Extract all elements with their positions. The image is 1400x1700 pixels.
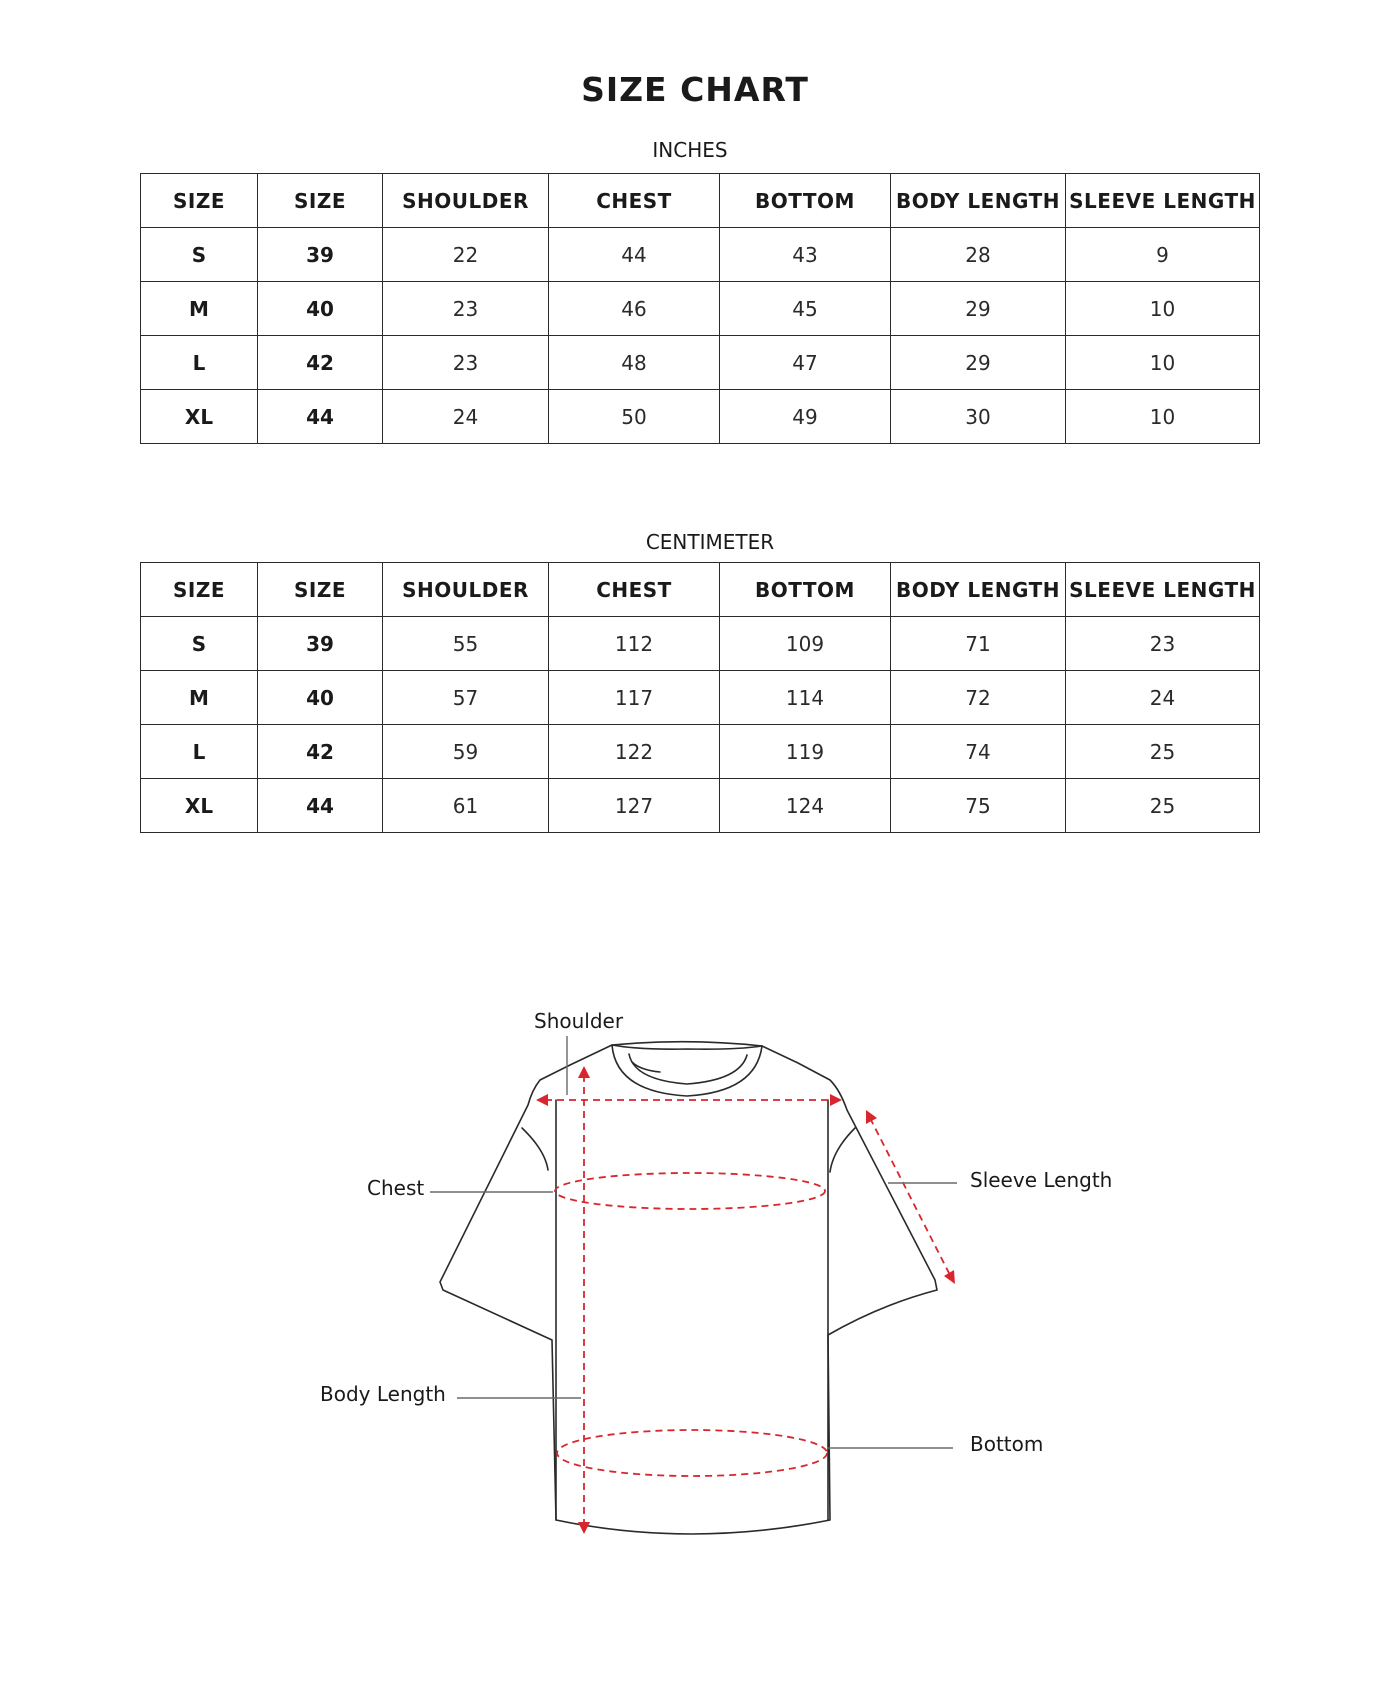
measurement-guides [545, 1075, 950, 1525]
bottom-label: Bottom [970, 1432, 1044, 1456]
column-header: SHOULDER [383, 563, 549, 617]
size-number-cell: 44 [258, 779, 383, 833]
measurement-cell: 43 [720, 228, 891, 282]
measurement-cell: 23 [383, 336, 549, 390]
column-header: BODY LENGTH [891, 563, 1066, 617]
measurement-cell: 23 [1066, 617, 1260, 671]
measurement-cell: 72 [891, 671, 1066, 725]
sleeve-length-label: Sleeve Length [970, 1168, 1113, 1192]
size-letter-cell: L [141, 725, 258, 779]
measurement-cell: 122 [549, 725, 720, 779]
column-header: SIZE [141, 563, 258, 617]
size-number-cell: 39 [258, 228, 383, 282]
shoulder-arrow-left [536, 1094, 548, 1106]
measurement-cell: 117 [549, 671, 720, 725]
shoulder-label: Shoulder [534, 1009, 624, 1033]
page-title: SIZE CHART [581, 70, 809, 109]
measurement-cell: 59 [383, 725, 549, 779]
column-header: SLEEVE LENGTH [1066, 174, 1260, 228]
size-letter-cell: L [141, 336, 258, 390]
column-header: SIZE [141, 174, 258, 228]
size-letter-cell: M [141, 282, 258, 336]
column-header: CHEST [549, 563, 720, 617]
measurement-cell: 124 [720, 779, 891, 833]
size-number-cell: 42 [258, 725, 383, 779]
measurement-cell: 47 [720, 336, 891, 390]
size-letter-cell: S [141, 617, 258, 671]
column-header: SLEEVE LENGTH [1066, 563, 1260, 617]
body-length-label: Body Length [320, 1382, 446, 1406]
leader-lines [430, 1036, 957, 1448]
body-length-arrow-bottom [578, 1522, 590, 1534]
measurement-cell: 10 [1066, 282, 1260, 336]
column-header: CHEST [549, 174, 720, 228]
measurement-cell: 25 [1066, 725, 1260, 779]
measurement-cell: 48 [549, 336, 720, 390]
chest-measure-ellipse [555, 1173, 825, 1209]
measurement-cell: 49 [720, 390, 891, 444]
size-number-cell: 40 [258, 671, 383, 725]
sleeve-length-measure-line [870, 1118, 950, 1275]
size-number-cell: 44 [258, 390, 383, 444]
measurement-cell: 28 [891, 228, 1066, 282]
measurement-cell: 25 [1066, 779, 1260, 833]
bottom-measure-ellipse [557, 1430, 827, 1476]
measurement-cell: 109 [720, 617, 891, 671]
column-header: BOTTOM [720, 174, 891, 228]
measurement-cell: 50 [549, 390, 720, 444]
measurement-cell: 23 [383, 282, 549, 336]
measurement-cell: 127 [549, 779, 720, 833]
size-letter-cell: S [141, 228, 258, 282]
measurement-cell: 55 [383, 617, 549, 671]
size-letter-cell: XL [141, 390, 258, 444]
measurement-cell: 22 [383, 228, 549, 282]
measurement-cell: 10 [1066, 390, 1260, 444]
measurement-cell: 119 [720, 725, 891, 779]
measurement-cell: 29 [891, 282, 1066, 336]
measurement-cell: 45 [720, 282, 891, 336]
measurement-cell: 9 [1066, 228, 1260, 282]
column-header: SIZE [258, 174, 383, 228]
size-number-cell: 39 [258, 617, 383, 671]
size-letter-cell: M [141, 671, 258, 725]
measurement-cell: 112 [549, 617, 720, 671]
measurement-cell: 74 [891, 725, 1066, 779]
body-length-arrow-top [578, 1066, 590, 1078]
measurement-cell: 24 [383, 390, 549, 444]
measurement-cell: 114 [720, 671, 891, 725]
measurement-cell: 30 [891, 390, 1066, 444]
measurement-cell: 61 [383, 779, 549, 833]
chest-label: Chest [367, 1176, 425, 1200]
size-letter-cell: XL [141, 779, 258, 833]
measurement-cell: 57 [383, 671, 549, 725]
column-header: BODY LENGTH [891, 174, 1066, 228]
measurement-cell: 44 [549, 228, 720, 282]
column-header: BOTTOM [720, 563, 891, 617]
measurement-arrowheads [536, 1066, 955, 1534]
inches-unit-label: INCHES [652, 138, 728, 162]
centimeter-unit-label: CENTIMETER [645, 530, 775, 554]
size-number-cell: 42 [258, 336, 383, 390]
tshirt-outline [440, 1042, 937, 1534]
measurement-cell: 24 [1066, 671, 1260, 725]
measurement-cell: 10 [1066, 336, 1260, 390]
column-header: SIZE [258, 563, 383, 617]
measurement-cell: 75 [891, 779, 1066, 833]
size-number-cell: 40 [258, 282, 383, 336]
measurement-cell: 46 [549, 282, 720, 336]
measurement-cell: 29 [891, 336, 1066, 390]
measurement-cell: 71 [891, 617, 1066, 671]
column-header: SHOULDER [383, 174, 549, 228]
